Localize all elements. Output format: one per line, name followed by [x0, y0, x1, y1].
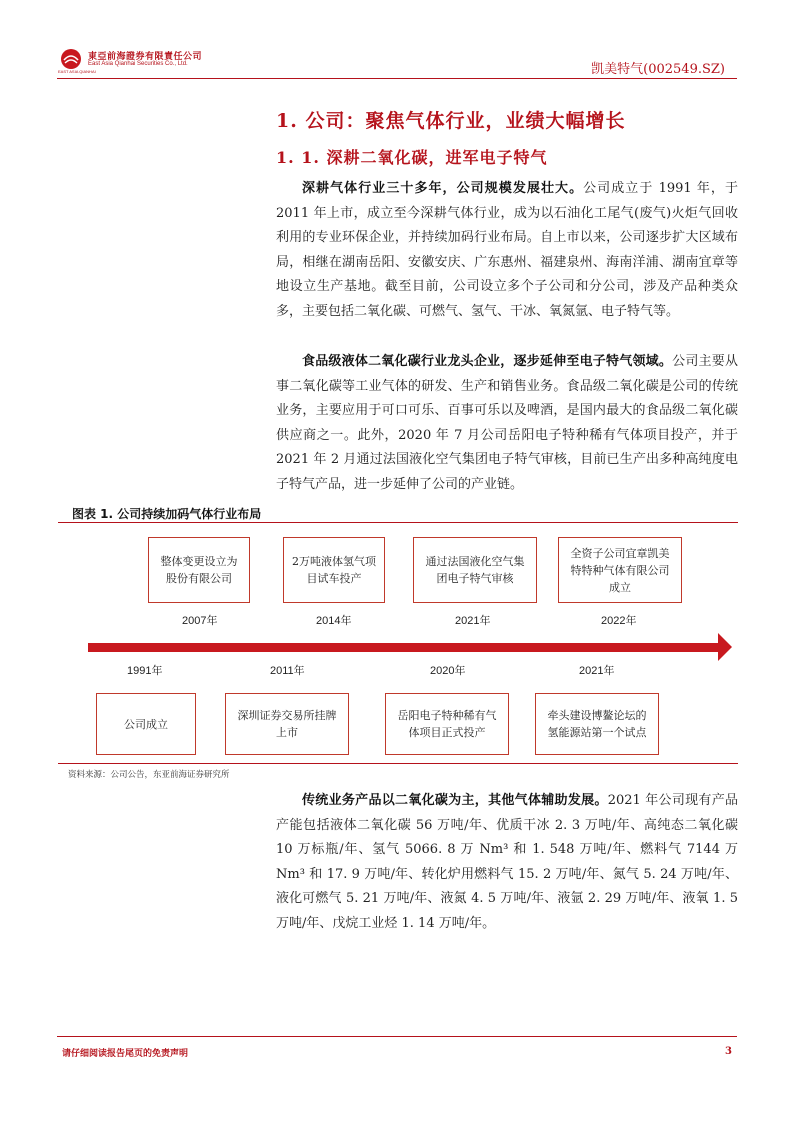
timeline-year-2021-bottom: 2021年 [579, 665, 615, 677]
timeline-event-2007: 整体变更设立为股份有限公司 [148, 537, 250, 603]
paragraph-1 [276, 177, 738, 325]
figure-bottom-divider [58, 763, 738, 764]
paragraph-1-body: 公司成立于 1991 年，于 2011 年上市，成立至今深耕气体行业，成为以石油化工尾气(废气)火炬气回收利用的专业环保企业，并持续加码行业布局。自上市以来，公司逐步扩大区域布局，相继在湖南岳阳、安徽安庆、广东惠州、福建泉州、海南洋浦、湖南宜章等地设立生产基地。截至目前，公司设立多个子公司和分公司，涉及产品种类众多，主要包括二氧化碳、可燃气、氢气、干冰、氧氮氩、电子特气等。 [276, 181, 738, 319]
paragraph-3-lead: 传统业务产品以二氧化碳为主，其他气体辅助发展。 [302, 793, 608, 808]
company-name-cn: 東亞前海證券有限責任公司 [88, 52, 203, 62]
paragraph-2-body: 公司主要从事二氧化碳等工业气体的研发、生产和销售业务。食品级二氧化碳是公司的传统业务，主要应用于可口可乐、百事可乐以及啤酒，是国内最大的食品级二氧化碳供应商之一。此外，2020 年 7 月公司岳阳电子特种稀有气体项目投产，并于 2021 年 2 月通过法国液化空气集团电子特气审核，目前已生产出多种高纯度电子特气产品，进一步延伸了公司的产业链。 [276, 354, 738, 492]
timeline-event-2021-bottom: 牵头建设博鳌论坛的氢能源站第一个试点 [535, 693, 659, 755]
company-logo-icon [60, 48, 82, 70]
page-number: 3 [725, 1046, 732, 1057]
paragraph-1-lead: 深耕气体行业三十多年，公司规模发展壮大。 [302, 181, 584, 196]
paragraph-2 [276, 350, 738, 498]
timeline-year-2014: 2014年 [316, 615, 352, 627]
figure-top-divider [58, 522, 738, 523]
timeline-year-2011: 2011年 [270, 665, 305, 677]
paragraph-3-body: 2021 年公司现有产品产能包括液体二氧化碳 56 万吨/年、优质干冰 2. 3 万吨/年、高纯态二氧化碳 10 万标瓶/年、氢气 5066. 8 万 Nm³ 和 1. 548 万吨/年、燃料气 7144 万 Nm³ 和 17. 9 万吨/年、转化炉用燃料气 15. 2 万吨/年、氮气 5. 24 万吨/年、液化可燃气 5. 21 万吨/年、液氮 4. 5 万吨/年、液氩 2. 29 万吨/年、液氧 1. 5 万吨/年、戊烷工业烃 1. 14 万吨/年。 [276, 793, 738, 931]
timeline-event-2021-top: 通过法国液化空气集团电子特气审核 [413, 537, 537, 603]
stock-code: 凯美特气(002549.SZ) [591, 62, 725, 77]
timeline-event-1991: 公司成立 [96, 693, 196, 755]
timeline-year-1991: 1991年 [127, 665, 163, 677]
timeline-year-2021-top: 2021年 [455, 615, 491, 627]
paragraph-2-lead: 食品级液体二氧化碳行业龙头企业，逐步延伸至电子特气领域。 [302, 354, 673, 369]
timeline-event-2011: 深圳证券交易所挂牌上市 [225, 693, 349, 755]
figure-title: 图表 1. 公司持续加码气体行业布局 [72, 507, 262, 521]
subsection-heading: 1. 1. 深耕二氧化碳，进军电子特气 [276, 148, 548, 167]
paragraph-3 [276, 789, 738, 937]
section-heading: 1. 公司：聚焦气体行业，业绩大幅增长 [276, 110, 626, 132]
timeline-year-2007: 2007年 [182, 615, 218, 627]
timeline-event-2020: 岳阳电子特种稀有气体项目正式投产 [385, 693, 509, 755]
timeline-event-2022: 全资子公司宜章凯美特特种气体有限公司成立 [558, 537, 682, 603]
timeline-event-2014: 2万吨液体氢气项目试车投产 [283, 537, 385, 603]
company-name-en: East Asia Qianhai Securities Co., Ltd. [88, 61, 188, 67]
footer-disclaimer: 请仔细阅读报告尾页的免责声明 [62, 1049, 189, 1059]
timeline-year-2022: 2022年 [601, 615, 637, 627]
figure-source: 资料来源：公司公告，东亚前海证券研究所 [68, 770, 230, 780]
timeline-arrow-head-icon [718, 633, 732, 661]
header-divider [57, 78, 737, 79]
timeline-year-2020: 2020年 [430, 665, 466, 677]
footer-divider [57, 1036, 737, 1037]
logo-subtext: EAST ASIA QIANHAI [58, 69, 96, 74]
timeline-arrow-bar [88, 643, 720, 652]
